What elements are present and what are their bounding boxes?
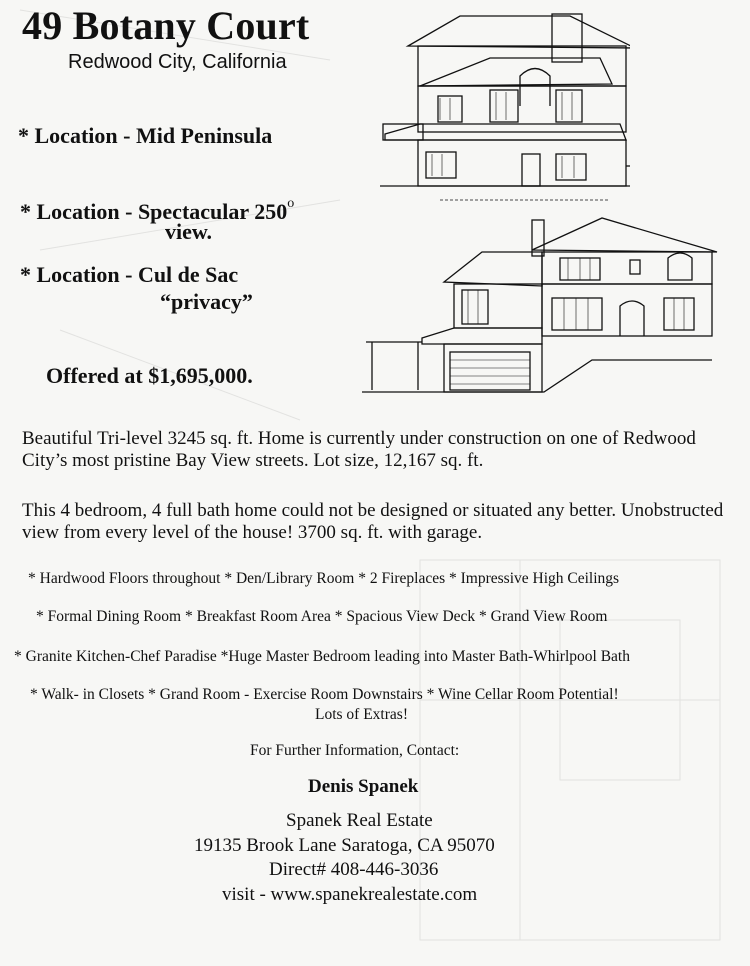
house-elevation-drawing-top	[380, 6, 630, 206]
features-line-4: * Walk- in Closets * Grand Room - Exercise Room Downstairs * Wine Cellar Room Potential!	[30, 686, 619, 703]
highlight-cul-de-sac: * Location - Cul de Sac	[20, 262, 239, 287]
contact-label: For Further Information, Contact:	[250, 742, 460, 759]
agent-website: visit - www.spanekrealestate.com	[222, 884, 478, 905]
agent-address: 19135 Brook Lane Saratoga, CA 95070	[194, 835, 495, 856]
agent-company: Spanek Real Estate	[286, 810, 433, 831]
location-subtitle: Redwood City, California	[68, 51, 287, 73]
agent-name: Denis Spanek	[308, 776, 419, 797]
page-title: 49 Botany Court	[22, 3, 310, 48]
house-elevation-drawing-bottom	[362, 210, 722, 400]
highlight-view-line2: view.	[165, 219, 213, 244]
description-paragraph-2: This 4 bedroom, 4 full bath home could not be designed or situated any better. Unobstructed view from every level of the house! 3700 sq. ft. with garage.	[22, 500, 724, 543]
highlight-privacy: “privacy”	[160, 289, 253, 314]
degree-mark: o	[287, 196, 295, 211]
description-paragraph-1: Beautiful Tri-level 3245 sq. ft. Home is currently under construction on one of Redwood City’s most pristine Bay View streets. Lot size, 12,167 sq. ft.	[22, 428, 696, 471]
price-offer: Offered at $1,695,000.	[46, 363, 253, 388]
features-line-3: * Granite Kitchen-Chef Paradise *Huge Master Bedroom leading into Master Bath-Whirlpool Bath	[14, 648, 630, 665]
highlight-mid-peninsula: * Location - Mid Peninsula	[18, 123, 273, 148]
features-line-1: * Hardwood Floors throughout * Den/Library Room * 2 Fireplaces * Impressive High Ceilings	[28, 570, 620, 587]
features-line-2: * Formal Dining Room * Breakfast Room Area * Spacious View Deck * Grand View Room	[36, 608, 608, 625]
features-line-5: Lots of Extras!	[315, 706, 408, 723]
highlight-view-text: * Location - Spectacular 250	[20, 199, 288, 224]
highlight-view	[20, 191, 294, 225]
agent-phone: Direct# 408-446-3036	[269, 859, 439, 880]
